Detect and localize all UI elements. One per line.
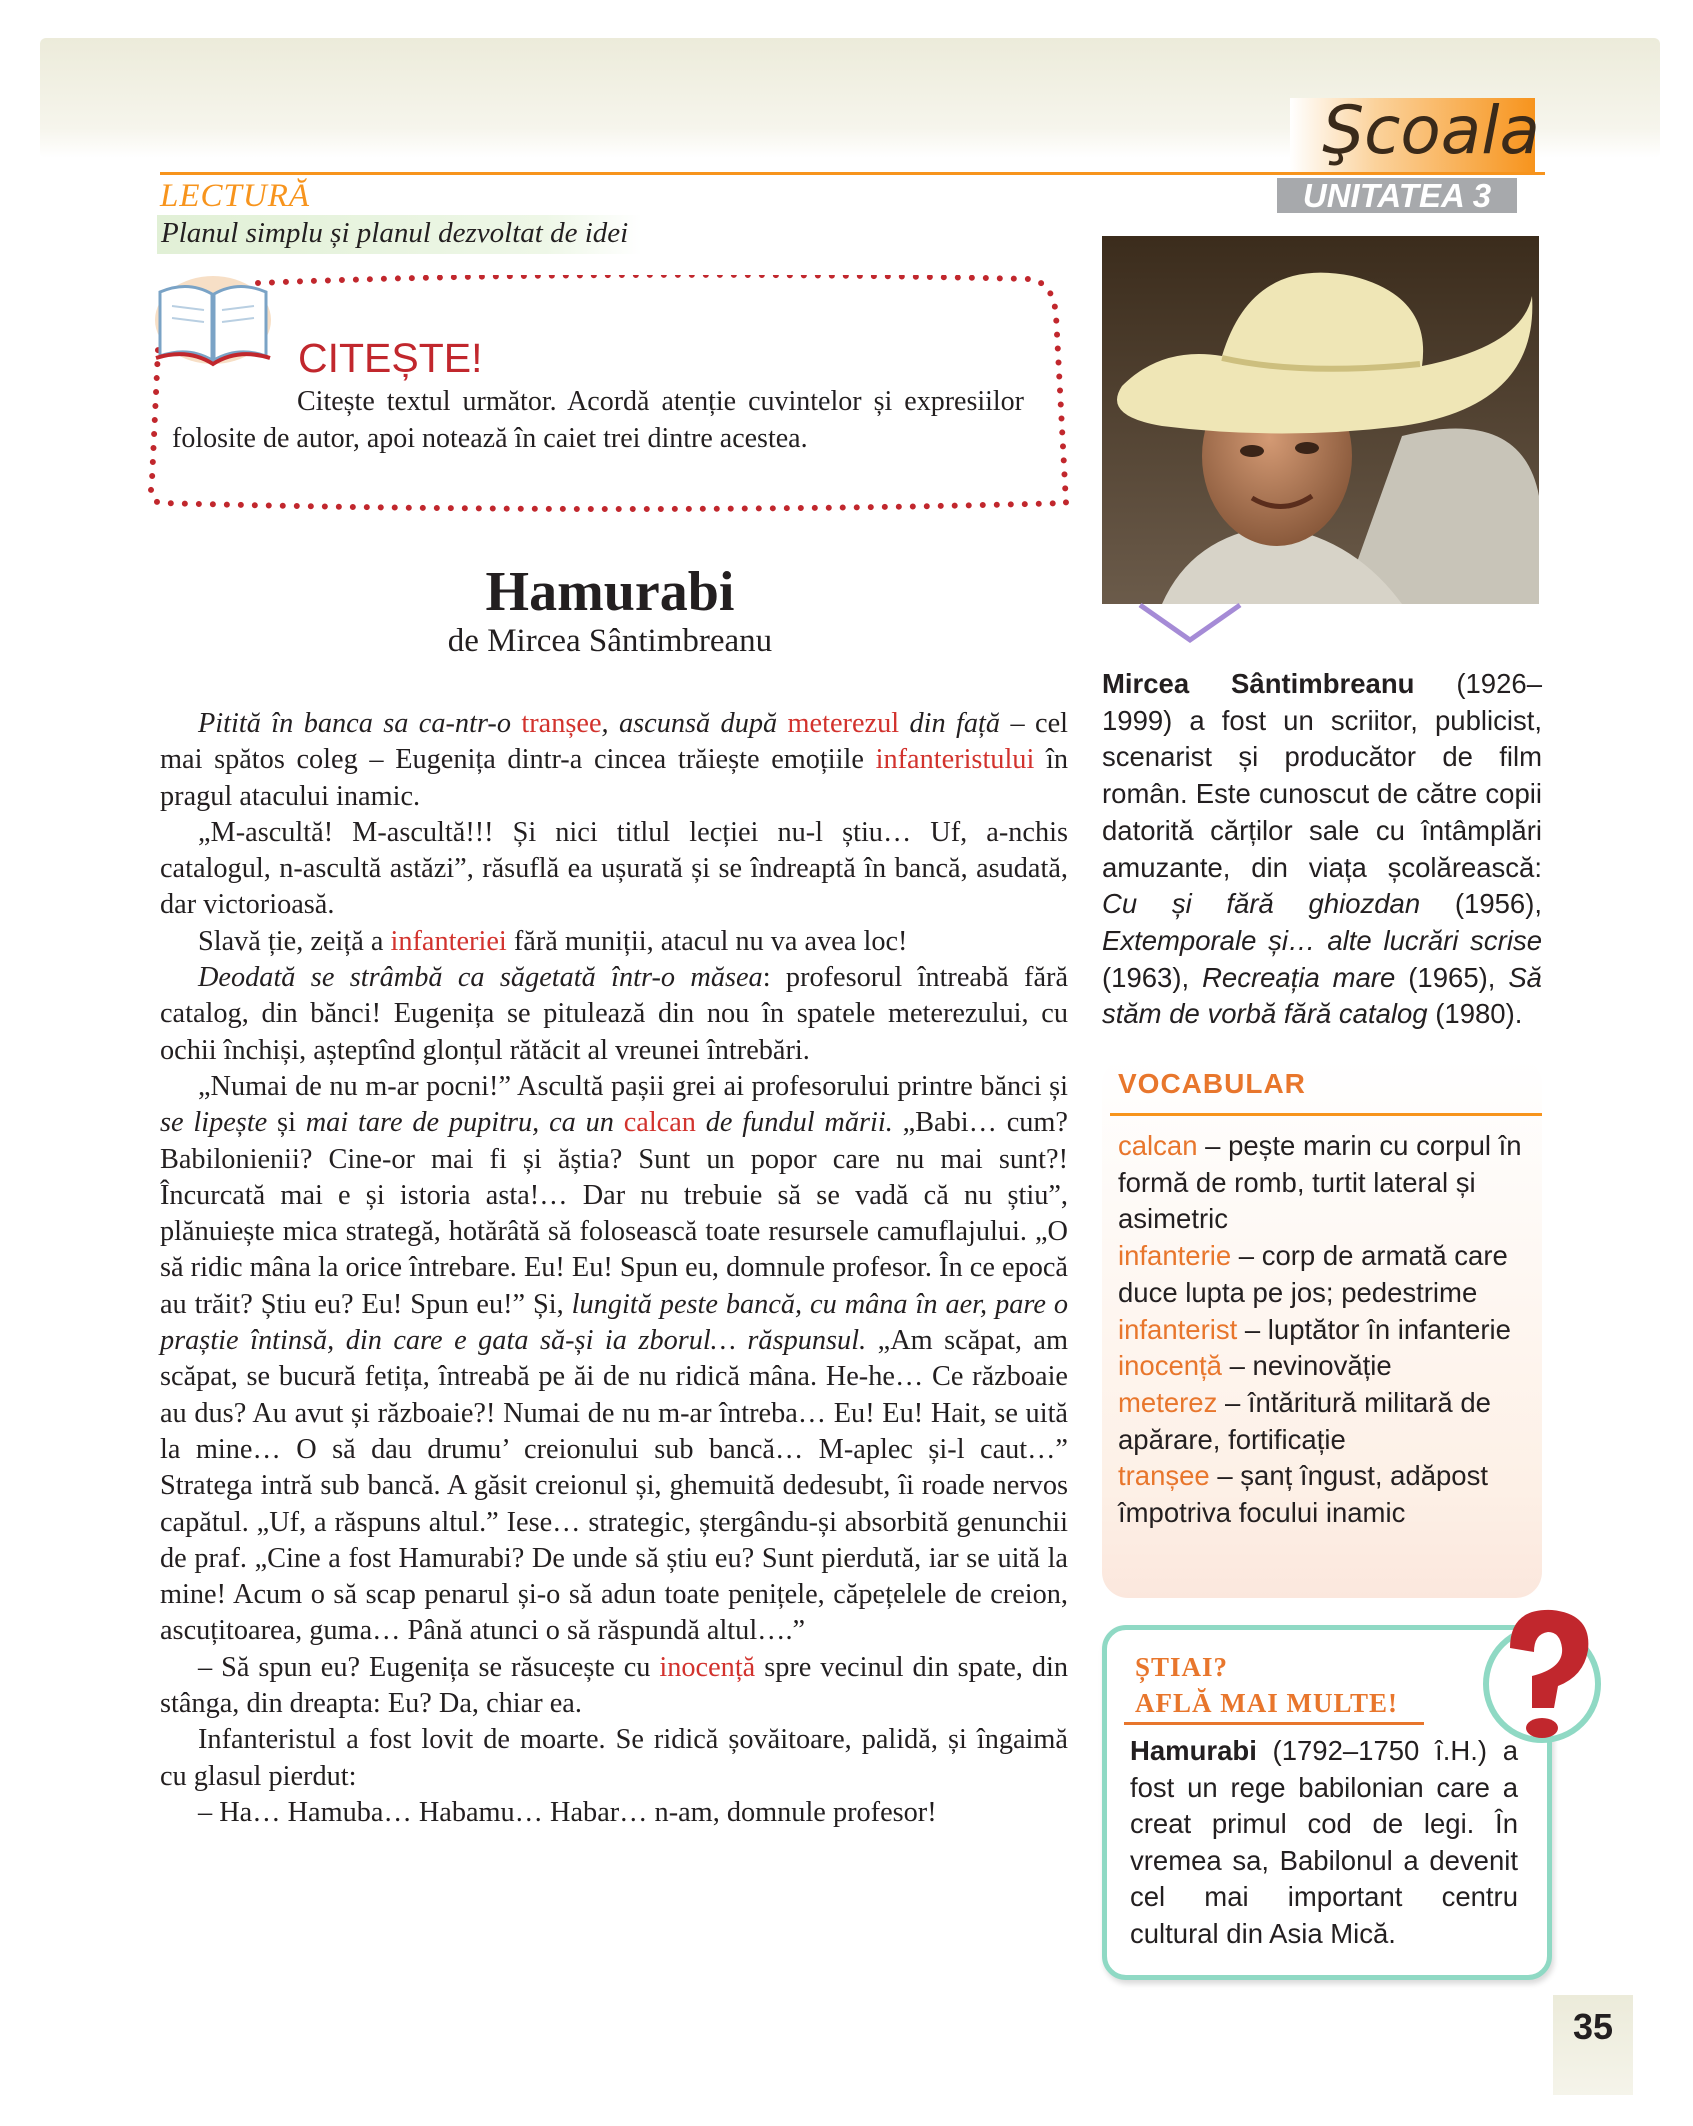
story-text-run: tranșee xyxy=(521,708,602,739)
story-text-run: mai tare de pupitru, ca un xyxy=(305,1107,624,1139)
vocabulary-term: infanterie xyxy=(1118,1240,1232,1272)
bio-text-run: Recreația mare xyxy=(1202,961,1396,993)
story-text-run: : profesorul întreabă fără catalog, din bănci! Eugenița se pitulează din nou în spatele meterezului, cu ochii închiși, așteptînd glonțul rătăcit al vreunei întrebări. xyxy=(160,962,1069,1066)
story-text-run: – cel mai spătos coleg – Eugenița dintr-a cincea trăiește emoțiile xyxy=(160,708,1069,776)
vocabulary-term: calcan xyxy=(1118,1130,1198,1161)
story-text-run: infanteristului xyxy=(875,744,1035,776)
open-book-icon xyxy=(148,272,278,372)
story-text-run: infanteriei xyxy=(390,925,507,957)
story-paragraph xyxy=(160,1069,1068,1650)
info-text xyxy=(1130,1733,1518,1952)
story-text-run: – Ha… Hamuba… Habamu… Habar… n-am, domnule profesor! xyxy=(198,1796,937,1828)
story-text-run: se lipește xyxy=(160,1107,268,1139)
read-instruction-text: Citește textul următor. Acordă atenție cuvintelor și expresiilor folosite de autor, apoi notează în caiet trei dintre acestea. xyxy=(172,386,1024,454)
story-text-run: din față xyxy=(899,708,1001,739)
vocabulary-definition: – șanț îngust, adăpost împotriva focului inamic xyxy=(1118,1460,1488,1529)
vocabulary-definition: – pește marin cu corpul în formă de romb, turtit lateral și asimetric xyxy=(1118,1130,1522,1235)
question-mark-icon xyxy=(1470,1598,1610,1748)
info-term: Hamurabi xyxy=(1130,1735,1257,1766)
story-text-run: „Am scăpat, am scăpat, se bucură fetița, întreabă pe ăi de nu ridică mâna. He-he… Ce războaie au dus? Au avut și războaie?! Numai de nu m-ar întreba… Eu! Eu! Hait, se uită la mine… O să dau drumu’ creionului sub bancă… M-aplec și-l caut…” Stratega intră sub bancă. A găsit creionul și, ghemuită dedesubt, îi roade nervos capătul. „Uf, a răspuns altul.” Iese… strategic, ștergându-și absorbită genunchii de praf. „Cine a fost Hamurabi? De unde să știu eu? Sunt pierdută, iar se uită la mine! Acum o să scap penarul și-o să adun toate penițele, căpețelele de creion, ascuțitoarea, guma… Până atunci o să răspundă altul….” xyxy=(160,1325,1068,1647)
bio-text-run: Cu și fără ghiozdan xyxy=(1102,888,1421,920)
section-subtitle: Planul simplu și planul dezvoltat de idei xyxy=(157,215,642,254)
bio-text-run: Extemporale și… alte lucrări scrise xyxy=(1102,924,1542,956)
story-text-run: Deodată se strâmbă ca săgetată într-o măsea xyxy=(198,962,763,994)
vocabulary-item xyxy=(1118,1128,1536,1238)
story-paragraph xyxy=(160,815,1068,924)
read-instruction-title: CITEȘTE! xyxy=(298,335,483,381)
story-text-run: și xyxy=(267,1107,306,1139)
story-text-run: „M-ascultă! M-ascultă!!! Și nici titlul lecției nu-l știu… Uf, a-nchis catalogul, n-ascultă astăzi”, răsuflă ea ușurată și se îndreaptă în bancă, asudată, dar victorioasă. xyxy=(160,816,1068,921)
author-portrait xyxy=(1102,236,1539,604)
bio-text-run: Mircea Sântimbreanu xyxy=(1102,668,1415,699)
vocabulary-title: VOCABULAR xyxy=(1118,1068,1306,1099)
story-text-run: fără muniții, atacul nu va avea loc! xyxy=(506,925,908,957)
bio-text-run: (1926–1999) a fost un scriitor, publicist, scenarist și producător de film român. Este cunoscut de către copii datorită cărților sale cu întâmplări amuzante, din viața școlărească: xyxy=(1102,668,1542,883)
vocabulary-rule xyxy=(1110,1113,1542,1116)
story-text-run: Infanteristul a fost lovit de moarte. Se ridică șovăitoare, palidă, și îngaimă cu glasul pierdut: xyxy=(160,1724,1068,1792)
info-subheading: AFLĂ MAI MULTE! xyxy=(1135,1688,1399,1718)
story-text-run: calcan xyxy=(623,1107,696,1139)
info-description: (1792–1750 î.H.) a fost un rege babilonian care a creat primul cod de legi. În vremea sa, Babilonul a devenit cel mai important centru cultural din Asia Mică. xyxy=(1130,1735,1518,1949)
vocabulary-item xyxy=(1118,1312,1536,1349)
header-rule xyxy=(160,172,1545,175)
story-text-run: lungită peste bancă, cu mâna în aer, pare o praștie întinsă, din care e gata să-și ia zborul… răspunsul. xyxy=(160,1288,1068,1357)
vocabulary-definition: – întăritură militară de apărare, fortificație xyxy=(1118,1386,1491,1455)
vocabulary-item xyxy=(1118,1458,1536,1531)
bio-text-run: (1965), xyxy=(1395,961,1509,993)
bio-text-run: (1963), xyxy=(1102,961,1203,993)
vocabulary-item xyxy=(1118,1238,1536,1311)
story-text-run: de fundul mării. xyxy=(695,1107,893,1139)
bio-text-run: (1980). xyxy=(1427,998,1523,1030)
story-text-run: meterezul xyxy=(787,708,900,739)
story-author: de Mircea Sântimbreanu xyxy=(447,623,773,659)
vocabulary-item xyxy=(1118,1385,1536,1458)
section-label: LECTURĂ xyxy=(160,178,311,214)
story-paragraph xyxy=(160,706,1068,815)
info-heading: ȘTIAI? xyxy=(1135,1652,1229,1682)
story-text-run: Pitită în banca sa ca-ntr-o xyxy=(198,708,522,739)
vocabulary-term: tranșee xyxy=(1118,1460,1210,1492)
vocabulary-item xyxy=(1118,1348,1536,1385)
vocabulary-definition: – corp de armată care duce lupta pe jos; pedestrime xyxy=(1118,1240,1508,1308)
vocabulary-term: infanterist xyxy=(1118,1313,1238,1345)
vocabulary-list xyxy=(1118,1128,1536,1532)
story-paragraph xyxy=(160,960,1068,1069)
story-text-run: , ascunsă după xyxy=(601,708,788,739)
story-text-run: inocență xyxy=(659,1651,756,1683)
story-paragraph xyxy=(160,1795,1068,1831)
story-paragraph xyxy=(160,1650,1068,1723)
bio-text-run: (1956), xyxy=(1420,888,1542,920)
vocabulary-definition: – luptător în infanterie xyxy=(1237,1313,1511,1345)
story-text-run: în pragul atacului inamic. xyxy=(160,744,1068,812)
story-title: Hamurabi xyxy=(485,561,735,623)
story-text-run: „Numai de nu m-ar pocni!” Ascultă pașii grei ai profesorului printre bănci și xyxy=(198,1070,1068,1102)
vocabulary-definition: – nevinovăție xyxy=(1221,1350,1392,1382)
story-text-run: – Să spun eu? Eugenița se răsucește cu xyxy=(198,1651,660,1683)
unit-badge: UNITATEA 3 xyxy=(1277,178,1517,213)
story-paragraph xyxy=(160,1722,1068,1795)
story-text-run: Slavă ție, zeiță a xyxy=(198,925,391,957)
story-text-run: „Babi… cum? Babilonienii? Cine-or mai fi și ăștia? Sunt un popor care nu mai sunt?! Încurcată mai e și istoria asta!… Dar nu trebuie să se vadă că nu știu”, plănuiește mica strategă, hotărâtă să folosească toate resursele camuflajului. „O să ridic mâna la orice întrebare. Eu! Eu! Spun eu, domnule profesor. În ce epocă au trăit? Știu eu? Eu! Spun eu!” Și, xyxy=(160,1107,1068,1320)
portrait-pointer-icon xyxy=(1130,600,1250,650)
bio-text-run: Să stăm de vorbă fără catalog xyxy=(1102,961,1542,1030)
vocabulary-term: inocență xyxy=(1118,1350,1222,1382)
brand-title: Şcoala xyxy=(1322,92,1540,169)
story-paragraph xyxy=(160,924,1068,960)
page-number: 35 xyxy=(1572,2006,1614,2047)
info-rule xyxy=(1124,1722,1424,1725)
story-text-run: spre vecinul din spate, din stânga, din dreapta: Eu? Da, chiar ea. xyxy=(160,1651,1069,1720)
story-text xyxy=(160,706,1068,1831)
vocabulary-term: meterez xyxy=(1118,1386,1218,1418)
author-biography xyxy=(1102,666,1542,1033)
